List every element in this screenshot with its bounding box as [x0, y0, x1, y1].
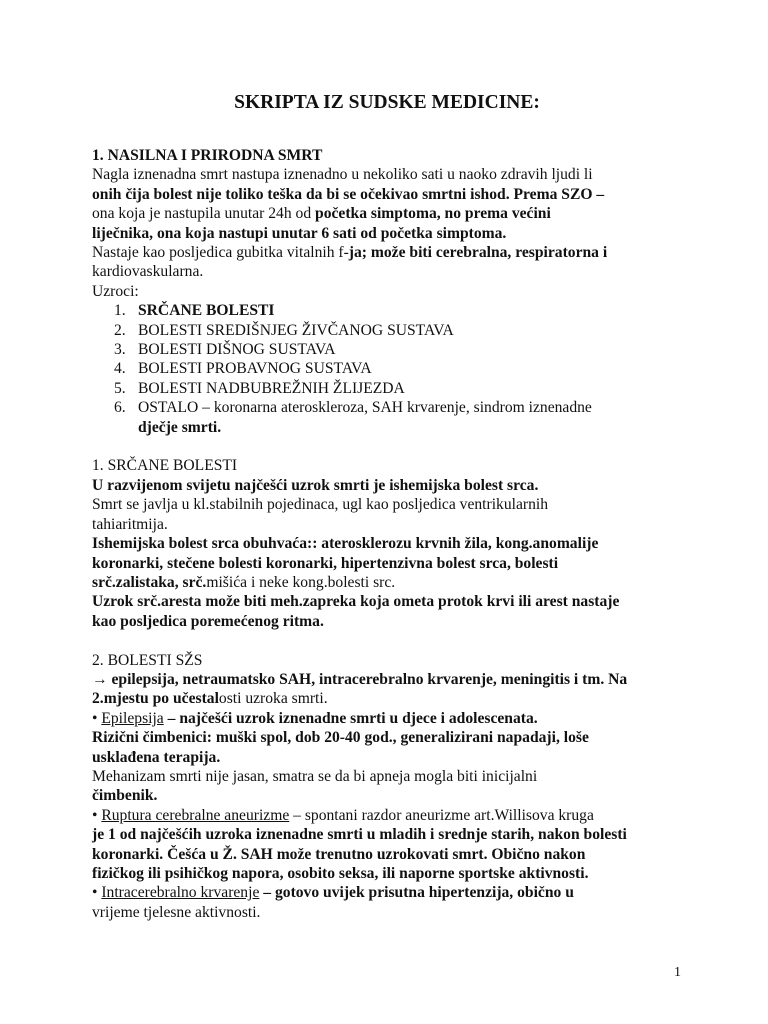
list-number: 2.	[114, 321, 126, 339]
list-text-continued: dječje smrti.	[138, 418, 222, 436]
section-heading: 1. SRČANE BOLESTI	[92, 457, 238, 475]
text-span-bold: – gotovo uvijek prisutna hipertenzija, obično u	[259, 884, 574, 902]
paragraph-line: Uzrok srč.aresta može biti meh.zapreka koja ometa protok krvi ili arest nastaje	[92, 593, 620, 611]
bullet: •	[92, 709, 102, 727]
paragraph-line: kardiovaskularna.	[92, 263, 204, 281]
section-cardiac	[92, 456, 682, 631]
document-title: SKRIPTA IZ SUDSKE MEDICINE:	[234, 92, 540, 113]
document-page	[92, 92, 682, 922]
list-text: BOLESTI DIŠNOG SUSTAVA	[138, 341, 336, 359]
paragraph-line: usklađena terapija.	[92, 748, 221, 766]
text-span-bold: ja; može biti cerebralna, respiratorna i	[348, 244, 608, 262]
text-span-bold: srč.zalistaka, srč.	[92, 573, 207, 591]
paragraph-line: vrijeme tjelesne aktivnosti.	[92, 903, 261, 921]
list-item	[92, 379, 682, 398]
list-item	[92, 301, 682, 320]
section-cns	[92, 651, 682, 923]
section-heading: 1. NASILNA I PRIRODNA SMRT	[92, 147, 323, 164]
paragraph-line	[92, 204, 682, 223]
paragraph-line: tahiaritmija.	[92, 515, 168, 533]
list-item	[92, 398, 682, 437]
term-underlined: Intracerebralno krvarenje	[101, 884, 260, 902]
list-item	[92, 359, 682, 378]
text-span: – spontani razdor aneurizme art.Willisova kruga	[289, 806, 594, 824]
spacer	[92, 631, 682, 650]
paragraph-line: Smrt se javlja u kl.stabilnih pojedinaca, ugl kao posljedica ventrikularnih	[92, 496, 549, 514]
bullet: •	[92, 884, 102, 902]
paragraph-line	[92, 243, 682, 262]
spacer	[92, 437, 682, 456]
list-item	[92, 340, 682, 359]
text-span: Nastaje kao posljedica gubitka vitalnih f-	[92, 244, 349, 262]
text-span-bold: – najčešći uzrok iznenadne smrti u djece i adolescenata.	[163, 709, 538, 727]
term-underlined: Ruptura cerebralne aneurizme	[101, 806, 290, 824]
list-number: 6.	[114, 399, 126, 417]
paragraph-line	[92, 689, 682, 708]
list-text: SRČANE BOLESTI	[138, 302, 275, 320]
section-sudden-death	[92, 146, 682, 437]
causes-list	[92, 301, 682, 437]
paragraph-line	[92, 709, 682, 728]
section-heading: 2. BOLESTI SŽS	[92, 651, 203, 669]
bullet: •	[92, 806, 102, 824]
text-span: i neke kong.bolesti src.	[247, 573, 396, 591]
text-span: mišića	[206, 573, 248, 591]
text-span-bold: 2.mjestu po učestal	[92, 690, 219, 708]
paragraph-line	[92, 883, 682, 902]
paragraph-line: koronarki. Češća u Ž. SAH može trenutno uzrokovati smrt. Obično nakon	[92, 845, 586, 863]
causes-label: Uzroci:	[92, 282, 139, 300]
text-span: osti uzroka smrti.	[218, 690, 328, 708]
paragraph-line: kao posljedica poremećenog ritma.	[92, 612, 324, 630]
list-number: 1.	[114, 302, 126, 320]
list-item	[92, 321, 682, 340]
list-number: 5.	[114, 379, 126, 397]
text-span: ona koja je nastupila unutar 24h od	[92, 205, 316, 223]
paragraph-line: → epilepsija, netraumatsko SAH, intracerebralno krvarenje, meningitis i tm. Na	[92, 670, 628, 688]
list-text: BOLESTI NADBUBREŽNIH ŽLIJEZDA	[138, 379, 405, 397]
page-number: 1	[674, 965, 681, 980]
paragraph-line: Mehanizam smrti nije jasan, smatra se da bi apneja mogla biti inicijalni	[92, 767, 538, 785]
list-text: BOLESTI PROBAVNOG SUSTAVA	[138, 360, 372, 378]
paragraph-line	[92, 573, 682, 592]
paragraph-line: fizičkog ili psihičkog napora, osobito seksa, ili naporne sportske aktivnosti.	[92, 865, 589, 882]
paragraph-line	[92, 806, 682, 825]
paragraph-line: Ishemijska bolest srca obuhvaća:: aterosklerozu krvnih žila, kong.anomalije	[92, 535, 599, 553]
list-number: 4.	[114, 360, 126, 378]
paragraph-line: čimbenik.	[92, 787, 158, 805]
paragraph-line: liječnika, ona koja nastupi unutar 6 sati od početka simptoma.	[92, 224, 507, 242]
paragraph-line: Nagla iznenadna smrt nastupa iznenadno u nekoliko sati u naoko zdravih ljudi li	[92, 166, 593, 184]
term-underlined: Epilepsija	[101, 709, 164, 727]
list-text: BOLESTI SREDIŠNJEG ŽIVČANOG SUSTAVA	[138, 321, 454, 339]
list-text: OSTALO – koronarna ateroskleroza, SAH krvarenje, sindrom iznenadne	[138, 399, 592, 417]
paragraph-line: je 1 od najčešćih uzroka iznenadne smrti u mladih i srednje starih, nakon bolesti	[92, 826, 627, 844]
paragraph-line: onih čija bolest nije toliko teška da bi se očekivao smrtni ishod. Prema SZO –	[92, 185, 605, 203]
text-span-bold: početka simptoma, no prema većini	[315, 205, 551, 223]
paragraph-line: koronarki, stečene bolesti koronarki, hipertenzivna bolest srca, bolesti	[92, 554, 559, 572]
list-number: 3.	[114, 341, 126, 359]
paragraph-line: U razvijenom svijetu najčešći uzrok smrti je ishemijska bolest srca.	[92, 476, 539, 494]
paragraph-line: Rizični čimbenici: muški spol, dob 20-40 god., generalizirani napadaji, loše	[92, 729, 589, 747]
